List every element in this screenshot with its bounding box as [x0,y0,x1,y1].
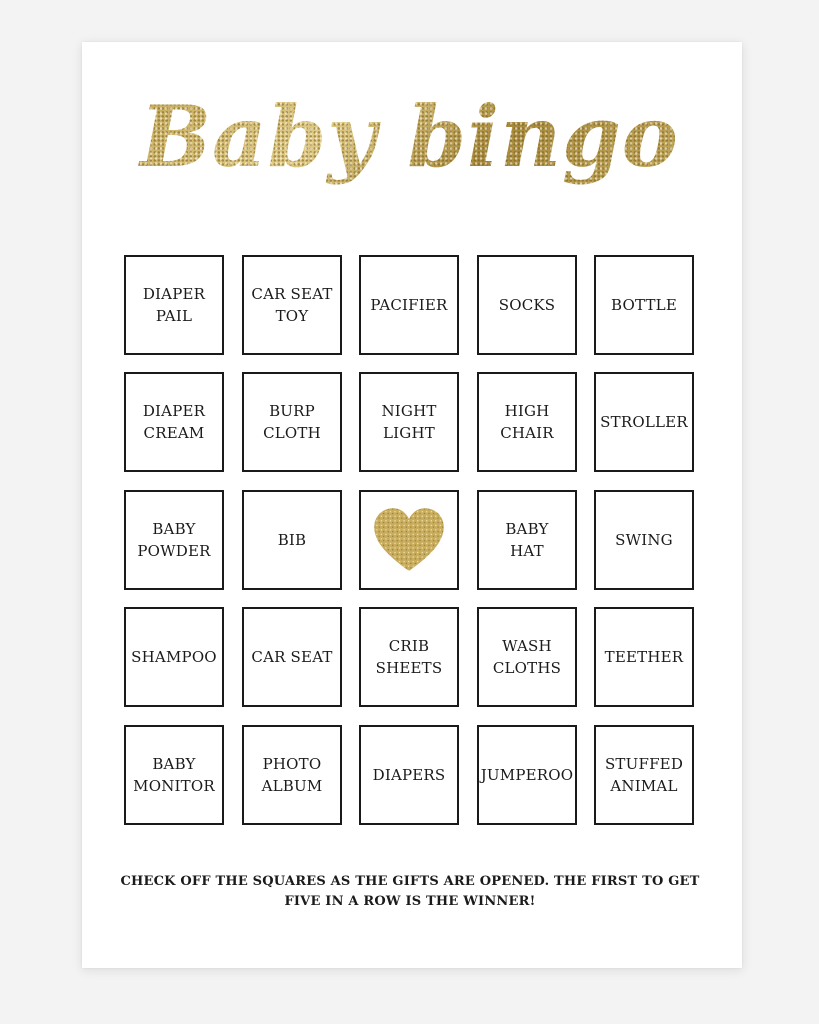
bingo-square [242,255,342,355]
bingo-square-label: TEETHER [604,648,684,666]
bingo-square [477,372,577,472]
bingo-square [594,607,694,707]
gold-glitter-heart-icon [371,506,447,574]
bingo-square-label: NIGHT LIGHT [381,402,437,442]
bingo-square [242,372,342,472]
bingo-square [242,607,342,707]
bingo-square-label: BOTTLE [611,296,677,314]
bingo-square [477,607,577,707]
bingo-square-label: JUMPEROO [480,766,574,784]
bingo-square-label: BIB [277,531,307,549]
bingo-square-label: HIGH CHAIR [500,402,554,442]
instructions-text: CHECK OFF THE SQUARES AS THE GIFTS ARE OPENED. THE FIRST TO GET FIVE IN A ROW IS THE WINNER! [120,874,700,909]
bingo-square-label: PHOTO ALBUM [261,755,323,795]
bingo-square-label: CAR SEAT TOY [251,285,333,325]
bingo-square [594,490,694,590]
bingo-square [359,372,459,472]
bingo-square [594,255,694,355]
bingo-square-label: DIAPERS [372,766,446,784]
bingo-square [359,725,459,825]
bingo-square [477,255,577,355]
bingo-square-label: STUFFED ANIMAL [604,755,684,795]
bingo-square [594,725,694,825]
bingo-square [124,255,224,355]
bingo-square [359,255,459,355]
bingo-square-label: WASH CLOTHS [492,637,562,677]
bingo-square [242,725,342,825]
bingo-free-space [359,490,459,590]
page-title: Baby bingo [0,82,819,192]
bingo-square-label: DIAPER CREAM [142,402,206,442]
bingo-square-label: PACIFIER [370,296,448,314]
bingo-square [124,372,224,472]
bingo-square-label: SHAMPOO [131,648,217,666]
bingo-square [477,490,577,590]
bingo-square-label: SOCKS [498,296,556,314]
bingo-square [124,725,224,825]
bingo-square-label: CRIB SHEETS [375,637,443,677]
bingo-square-label: SWING [615,531,673,549]
bingo-square [594,372,694,472]
bingo-square-label: DIAPER PAIL [142,285,206,325]
bingo-square [477,725,577,825]
bingo-square [124,490,224,590]
bingo-square [359,607,459,707]
bingo-square-label: STROLLER [600,413,688,431]
bingo-square-label: CAR SEAT [251,648,333,666]
bingo-square-label: BABY POWDER [137,520,211,560]
bingo-square-label: BABY HAT [505,520,549,560]
bingo-square [124,607,224,707]
bingo-square [242,490,342,590]
bingo-square-label: BABY MONITOR [133,755,215,795]
bingo-square-label: BURP CLOTH [263,402,321,442]
